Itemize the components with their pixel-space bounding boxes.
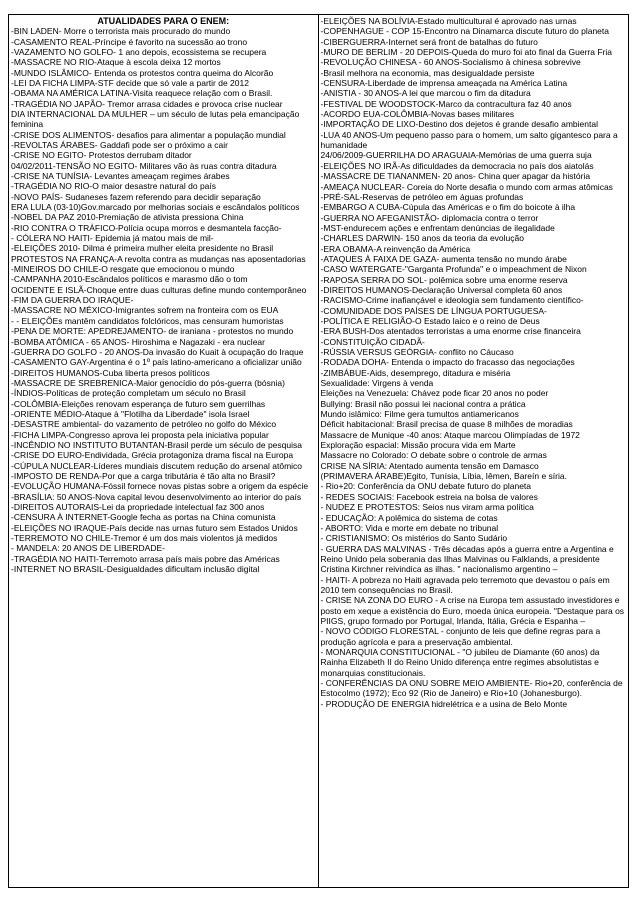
topic-entry: - CÓLERA NO HAITI- Epidemia já matou mais de mil- xyxy=(11,233,214,244)
topic-entry: - GUERRA DAS MALVINAS - Três décadas após a guerra entre a Argentina e Reino Unido pela soberania das Ilhas Malvinas ou Falklands, a presidente Cristina Kirchner reivindica as ilhas. " nacionalismo argentino – xyxy=(320,543,614,575)
left-entry-list xyxy=(11,26,316,574)
document-title: ATUALIDADES PARA O ENEM: xyxy=(97,16,230,26)
document-sheet xyxy=(8,14,629,888)
topic-entry: -CRISE NO EGITO- Protestos derrubam ditador xyxy=(11,150,192,161)
topic-entry: -TRAGÉDIA NO RIO-O maior desastre natural do país xyxy=(11,181,217,192)
topic-entry: -FICHA LIMPA-Congresso aprova lei proposta pela iniciativa popular xyxy=(11,429,269,440)
topic-entry: -MASSACRE NO MÉXICO-Imigrantes sofrem na fronteira com os EUA xyxy=(11,305,279,316)
topic-entry: -CASO WATERGATE-"Garganta Profunda" e o impeachment de Nixon xyxy=(320,264,587,275)
topic-entry: -LEI DA FICHA LIMPA-STF decide que só vale a partir de 2012 xyxy=(11,77,249,88)
topic-entry: -INTERNET NO BRASIL-Desigualdades dificultam inclusão digital xyxy=(11,564,260,575)
topic-entry: -CRISE DOS ALIMENTOS- desafios para alimentar a população mundial xyxy=(11,129,286,140)
topic-entry: CRISE NA SÍRIA: Atentado aumenta tensão em Damasco xyxy=(320,460,539,471)
topic-entry: -ATAQUES À FAIXA DE GAZA- aumenta tensão no mundo árabe xyxy=(320,253,567,264)
topic-entry: -ÍNDIOS-Políticas de proteção completam um século no Brasil xyxy=(11,388,246,399)
topic-entry: -COMUNIDADE DOS PAÍSES DE LÍNGUA PORTUGUESA- xyxy=(320,305,547,316)
topic-entry: -RÚSSIA VERSUS GEÓRGIA- conflito no Cáucaso xyxy=(320,347,514,357)
topic-entry: 04/02/2011-TENSÃO NO EGITO- Militares vão às ruas contra ditadura xyxy=(11,160,277,171)
topic-entry: -AMEAÇA NUCLEAR- Coreia do Norte desafia o mundo com armas atômicas xyxy=(320,181,613,192)
topic-entry: -DIREITOS HUMANOS-Cuba liberta presos políticos xyxy=(11,367,210,378)
topic-entry: -RACISMO-Crime inafiançável e ideologia sem fundamento científico- xyxy=(320,295,584,306)
topic-entry: - NUDEZ E PROTESTOS: Seios nus viram arma política xyxy=(320,502,534,513)
topic-entry: -CASAMENTO GAY-Argentina é o 1º país latino-americano a oficializar união xyxy=(11,357,302,368)
topic-entry: -MINEIROS DO CHILE-O resgate que emocionou o mundo xyxy=(11,264,235,275)
topic-entry: -IMPOSTO DE RENDA-Por que a carga tributária é tão alta no Brasil? xyxy=(11,470,276,481)
topic-entry: -TERREMOTO NO CHILE-Tremor é um dos mais violentos já medidos xyxy=(11,533,278,544)
topic-entry: -TRAGÉDIA NO JAPÃO- Tremor arrasa cidades e provoca crise nuclear xyxy=(11,98,283,109)
topic-entry: PROTESTOS NA FRANÇA-A revolta contra as mudanças nas aposentadorias xyxy=(11,253,306,264)
topic-entry: -FESTIVAL DE WOODSTOCK-Marco da contracultura faz 40 anos xyxy=(320,98,572,109)
topic-entry: - CRISTIANISMO: Os mistérios do Santo Sudário xyxy=(320,533,508,544)
topic-entry: -NOVO PAÍS- Sudaneses fazem referendo para decidir separação xyxy=(11,191,261,202)
topic-entry: -ELEIÇÕES NO IRÃ-As dificuldades da democracia no país dos aiatolás xyxy=(320,160,594,171)
topic-entry: -CASAMENTO REAL-Príncipe é favorito na sucessão ao trono xyxy=(11,36,248,47)
topic-entry: -DIREITOS AUTORAIS-Lei da propriedade intelectual faz 300 anos xyxy=(11,502,265,513)
topic-entry: -CIBERGUERRA-Internet será front de batalhas do futuro xyxy=(320,36,538,47)
topic-entry: -REVOLUÇÃO CHINESA - 60 ANOS-Socialismo à chinesa sobrevive xyxy=(320,57,581,68)
topic-entry: -RIO CONTRA O TRÁFICO-Polícia ocupa morros e desmantela facção- xyxy=(11,222,282,233)
topic-entry: -ORIENTE MÉDIO-Ataque à "Flotilha da Liberdade" isola Israel xyxy=(11,408,250,419)
topic-entry: ERA LULA (03-10)Gov.marcado por melhorias sociais e escândalos políticos xyxy=(11,202,300,213)
topic-entry: -ELEIÇÕES 2010- Dilma é primeira mulher eleita presidente no Brasil xyxy=(11,243,274,254)
topic-entry: -REVOLTAS ÁRABES- Gaddafi pode ser o próximo a cair xyxy=(11,139,228,150)
topic-entry: -MUNDO ISLÂMICO- Entenda os protestos contra queima do Alcorão xyxy=(11,67,274,78)
topic-entry: -MASSACRE DE TIANANMEN- 20 anos- China quer apagar da história xyxy=(320,171,591,182)
topic-entry: -MST-endurecem ações e enfrentam denúncias de ilegalidade xyxy=(320,222,555,233)
topic-entry: -FIM DA GUERRA DO IRAQUE- xyxy=(11,295,134,306)
topic-entry: -BIN LADEN- Morre o terrorista mais procurado do mundo xyxy=(11,26,231,37)
topic-entry: Massacre no Colorado: O debate sobre o controle de armas xyxy=(320,450,547,461)
right-entry-list xyxy=(321,16,627,709)
topic-entry: -EVOLUÇÃO HUMANA-Fóssil fornece novas pistas sobre a origem da espécie xyxy=(11,481,309,492)
topic-entry: -CONSTITUIÇÃO CIDADÃ- xyxy=(320,336,425,347)
topic-entry: -ZIMBÁBUE-Aids, desemprego, ditadura e miséria xyxy=(320,367,511,378)
topic-entry: - HAITI- A pobreza no Haiti agravada pelo terremoto que devastou o país em 2010 tem consequências no Brasil. xyxy=(320,574,610,595)
topic-entry: - Rio+20: Conferência da ONU debate futuro do planeta xyxy=(320,481,532,492)
topic-entry: - CRISE NA ZONA DO EURO - A crise na Europa tem assustado investidores e posto em xeque a existência do Euro, moeda única europeia. "Destaque para os PIIGS, grupo formado por Portugal, Irlanda, Itália, Grécia e Espanha – xyxy=(320,595,625,626)
topic-entry: -TRAGÉDIA NO HAITI-Terremoto arrasa país mais pobre das Américas xyxy=(11,553,280,564)
topic-entry: -COLÔMBIA-Eleições renovam esperança de futuro sem guerrilhas xyxy=(11,398,266,409)
topic-entry: -CENSURA À INTERNET-Google fecha as portas na China comunista xyxy=(11,512,276,523)
topic-entry: -CÚPULA NUCLEAR-Líderes mundiais discutem redução do arsenal atômico xyxy=(11,460,303,471)
topic-entry: -MURO DE BERLIM - 20 DEPOIS-Queda do muro foi ato final da Guerra Fria xyxy=(320,47,612,58)
topic-entry: -EMBARGO A CUBA-Cúpula das Américas e o fim do boicote à ilha xyxy=(320,202,576,213)
topic-entry: -OBAMA NA AMÉRICA LATINA-Visita reaquece relação com o Brasil. xyxy=(11,88,273,99)
topic-entry: -BRASÍLIA: 50 ANOS-Nova capital levou desenvolvimento ao interior do país xyxy=(11,491,302,502)
topic-entry: -ERA OBAMA-A reinvenção da América xyxy=(320,243,471,254)
right-column xyxy=(319,15,629,887)
topic-entry: - - ELEIÇÕEs mantêm candidatos folclóricos, mas censuram humoristas xyxy=(11,315,284,326)
topic-entry: -PRÉ-SAL-Reservas de petróleo em águas profundas xyxy=(320,191,524,202)
topic-entry: - MONARQUIA CONSTITUCIONAL - "O jubileu de Diamante (60 anos) da Rainha Elizabeth II do Reino Unido diferença entre regimes absolutistas e monarquias constitucionais. xyxy=(320,646,600,678)
left-column xyxy=(9,15,319,887)
topic-entry: -VAZAMENTO NO GOLFO- 1 ano depois, ecossistema se recupera xyxy=(11,46,267,57)
topic-entry: - NOVO CÓDIGO FLORESTAL - conjunto de leis que define regras para a produção agrícola e para a preservação ambiental. xyxy=(320,626,601,647)
topic-entry: -CRISE NA TUNÍSIA- Levantes ameaçam regimes árabes xyxy=(11,171,230,182)
topic-entry: - REDES SOCIAIS: Facebook estreia na bolsa de valores xyxy=(320,491,538,502)
topic-entry: -INCÊNDIO NO INSTITUTO BUTANTAN-Brasil perde um século de pesquisa xyxy=(11,439,302,450)
topic-entry: -PENA DE MORTE: APEDREJAMENTO- de iraniana - protestos no mundo xyxy=(11,326,294,337)
topic-entry: -GUERRA NO AFEGANISTÃO- diplomacia contra o terror xyxy=(320,212,539,223)
topic-entry: 24/06/2009-GUERRILHA DO ARAGUAIA-Memórias de uma guerra suja xyxy=(320,150,592,161)
topic-entry: Eleições na Venezuela: Chávez pode ficar 20 anos no poder xyxy=(320,388,549,399)
topic-entry: (PRIMAVERA ÁRABE)Egito, Tunísia, Líbia, Iêmen, Bareín e síria. xyxy=(320,471,567,482)
topic-entry: -BOMBA ATÔMICA - 65 ANOS- Hiroshima e Nagazaki - era nuclear xyxy=(11,336,265,347)
topic-entry: -RODADA DOHA- Entenda o impacto do fracasso das negociações xyxy=(320,357,575,368)
topic-entry: - ABORTO: Vida e morte em debate no tribunal xyxy=(320,522,499,533)
topic-entry: OCIDENTE E ISLÃ-Choque entre duas culturas define mundo contemporâneo xyxy=(11,284,307,295)
topic-entry: -CENSURA-Liberdade de imprensa ameaçada na América Latina xyxy=(320,78,568,89)
topic-entry: -CRISE DO EURO-Endividada, Grécia protagoniza drama fiscal na Europa xyxy=(11,450,294,461)
topic-entry: - CONFERÊNCIAS DA ONU SOBRE MEIO AMBIENTE- Rio+20, conferência de Estocolmo (1972); Eco 92 (Rio de Janeiro) e Rio+10 (Johanesburgo). xyxy=(320,678,623,699)
topic-entry: -MASSACRE DE SREBRENICA-Maior genocídio do pós-guerra (bósnia) xyxy=(11,377,285,388)
topic-entry: -POLÍTICA E RELIGIÃO-O Estado laico e o reino de Deus xyxy=(320,315,540,326)
topic-entry: -CHARLES DARWIN- 150 anos da teoria da evolução xyxy=(320,233,524,244)
topic-entry: -LUA 40 ANOS-Um pequeno passo para o homem, um salto gigantesco para a humanidade xyxy=(320,129,618,151)
topic-entry: -Brasil melhora na economia, mas desigualdade persiste xyxy=(320,67,535,78)
topic-entry: DIA INTERNACIONAL DA MULHER – um século de lutas pela emancipação feminina xyxy=(11,108,300,130)
topic-entry: - MANDELA: 20 ANOS DE LIBERDADE- xyxy=(11,543,165,554)
topic-entry: -MASSACRE NO RIO-Ataque à escola deixa 12 mortos xyxy=(11,57,221,68)
topic-entry: -DIREITOS HUMANOS-Declaração Universal completa 60 anos xyxy=(320,284,563,295)
topic-entry: -ACORDO EUA-COLÔMBIA-Novas bases militares xyxy=(320,109,515,120)
topic-entry: -CAMPANHA 2010-Escândalos políticos e marasmo dão o tom xyxy=(11,274,248,285)
topic-entry: -ANISTIA - 30 ANOS-A lei que marcou o fim da ditadura xyxy=(320,88,531,99)
topic-entry: -GUERRA DO GOLFO - 20 ANOS-Da invasão do Kuait à ocupação do Iraque xyxy=(11,346,304,357)
topic-entry: -ERA BUSH-Dos atentados terroristas a uma enorme crise financeira xyxy=(320,326,581,337)
topic-entry: Mundo islâmico: Filme gera tumultos antiamericanos xyxy=(320,409,519,420)
topic-entry: Massacre de Munique -40 anos: Ataque marcou Olimpíadas de 1972 xyxy=(320,429,580,440)
topic-entry: - PRODUÇÃO DE ENERGIA hidrelétrica e a usina de Belo Monte xyxy=(320,698,568,709)
topic-entry: -ELEIÇÕES NA BOLÍVIA-Estado multicultural é aprovado nas urnas xyxy=(320,16,577,26)
topic-entry: -NOBEL DA PAZ 2010-Premiação de ativista pressiona China xyxy=(11,212,244,223)
topic-entry: -DESASTRE ambiental- do vazamento de petróleo no golfo do México xyxy=(11,419,277,430)
topic-entry: Exploração espacial: Missão procura vida em Marte xyxy=(320,440,516,451)
topic-entry: Déficit habitacional: Brasil precisa de quase 8 milhões de moradias xyxy=(320,419,573,430)
topic-entry: Sexualidade: Virgens à venda xyxy=(320,378,434,389)
topic-entry: - EDUCAÇÃO: A polêmica do sistema de cotas xyxy=(320,512,498,523)
topic-entry: -ELEIÇÕES NO IRAQUE-País decide nas urnas futuro sem Estados Unidos xyxy=(11,522,298,533)
topic-entry: Bullying: Brasil não possui lei nacional contra a prática xyxy=(320,398,526,409)
topic-entry: -COPENHAGUE - COP 15-Encontro na Dinamarca discute futuro do planeta xyxy=(320,26,610,37)
topic-entry: -IMPORTAÇÃO DE LIXO-Destino dos dejetos é grande desafio ambiental xyxy=(320,119,598,130)
topic-entry: -RAPOSA SERRA DO SOL- polêmica sobre uma enorme reserva xyxy=(320,274,568,285)
